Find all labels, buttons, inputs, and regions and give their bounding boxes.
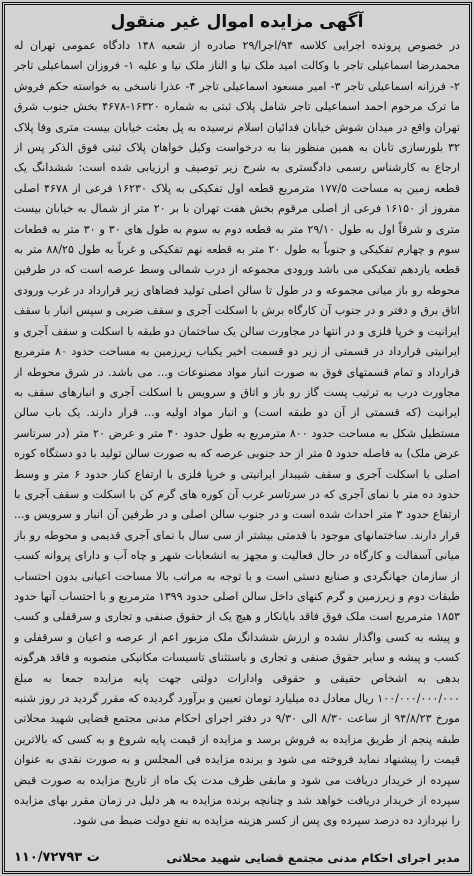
footer-code: ۱۱۰/۷۲۷۹۳ ت: [14, 850, 100, 865]
footer-signature: مدیر اجرای احکام مدنی مجتمع قضایی شهید محلاتی: [166, 850, 460, 865]
notice-body: در خصوص پرونده اجرایی کلاسه ۹۴/اجرا/۲۹ صادره از شعبه ۱۴۸ دادگاه عمومی تهران له محمدرضا اسماعیلی تاجر با وکالت امید ملک نیا و الناز ملک نیا و علیه ۱- فروزان اسماعیلی تاجر ۲- فرزانه اسماعیلی تاجر ۳- امیر مسعود اسماعیلی تاجر ۴- عذرا ناسخی به خواسته حکم فروش ما ترک مرحوم احمد اسماعیلی تاجر شامل پلاک ثبتی به شماره ۱۶۳۲۰-۴۶۷۸ بخش جنوب شرق تهران واقع در میدان شوش خیابان فدائیان اسلام نرسیده به پل بعثت خیابان بیست متری وفا پلاک ۳۲ بلورسازی تابان به همین منظور بنا به درخواست وکیل خواهان پلاک ثبتی فوق الذکر پس از ارجاع به کارشناس رسمی دادگستری به شرح زیر توصیف و ارزیابی شده است: ششدانگ یک قطعه زمین به مساحت ۱۷۷/۵ مترمربع قطعه اول تفکیکی به پلاک ۱۶۲۳۰ فرعی از ۴۶۷۸ اصلی مفروز از ۱۶۱۵۰ فرعی از اصلی مرقوم بخش هفت تهران با بر ۲۰ متر از شمال به خیابان بیست متری و شرقاً اول به طول ۲۹/۱۰ متر به قطعه دوم به سوم به طول های ۳۰ و ۳۰ متر به قطعات سوم و چهارم تفکیکی و جنوباً به طول ۲۰ متر به قطعه نهم تفکیکی و غرباً به طول ۸۸/۲۵ متر به قطعه یازدهم تفکیکی می باشد ورودی مجموعه از درب شمالی وسط عرصه است که در طرفین محوطه رو باز میانی مجموعه و در طول تا سالن اصلی تولید فضاهای زیر قرارداد در غرب ورودی اتاق برق و دفتر و در جنوب آن کارگاه برش با اسکلت آجری و سقف ضربی و سپس انبار با سقف ایرانیت و خرپا فلزی و در انتها در مجاورت سالن یک ساختمان دو طبقه با اسکلت و سقف آجری و ایرانیتی قرارداد در قسمتی از زیر دو قسمت اخیر یکباب زیرزمین به مساحت حدود ۸۰ مترمربع قرارداد و تمام قسمتهای فوق به صورت انبار مواد مصنوعات و... می باشد. در شرق محوطه از مجاورت درب به ترتیب پست گاز رو باز و اتاق و سرویس با اسکلت آجری و انبارهای سقف به ایرانیت (که قسمتی از آن دو طبقه است) و انبار مواد اولیه و... قرار دارند. یک باب سالن مستطیل شکل به مساحت حدود ۸۰۰ مترمربع به طول حدود ۴۰ متر و عرض ۲۰ متر (در سرتاسر عرض ملک) به فاصله حدود ۵ متر از حد جنوبی عرصه که به صورت سالن تولید با دو دستگاه کوره اصلی با اسکلت آجری و سقف شیبدار ایرانیتی و خرپا فلزی با ارتفاع کنار حدود ۶ متر و وسط حدود ده متر با نمای آجری که در سرتاسر غرب آن کوره های گرم کن با اسکلت و سقف آجری با ارتفاع حدود ۳ متر احداث شده است و در جنوب سالن اصلی و در طرفین آن انبار و سرویس و... قرار دارند. ساختمانهای موجود با قدمتی بیشتر از سی سال با نمای آجری قدیمی و محوطه رو باز میانی آسفالت و کارگاه در حال فعالیت و مجهز به انشعابات شهر و چاه آب و دارای پروانه کسب از سازمان جهانگردی و صنایع دستی است و با توجه به مراتب بالا مساحت اعیانی بدون احتساب طبقات دوم و زیرزمین و گرم کنهای داخل سالن اصلی حدود ۱۳۹۹ مترمربع و با احتساب آنها حدود ۱۸۵۳ مترمربع است ملک فوق فاقد بایانکار و هیچ یک از حقوق صنفی و تجاری و سرقفلی و کسب و پیشه به کسی واگذار نشده و ارزش ششدانگ ملک مزبور اعم از عرصه و اعیان و سرقفلی و کسب و پیشه و سایر حقوق صنفی و تجاری و باستثنای تاسیسات مکانیکی منصوبه و فاقد هرگونه بدهی به اشخاص حقیقی و حقوقی وادارات دولتی جهت پایه مزایده جمعا به مبلغ ۱۰۰/۰۰۰/۰۰۰/۰۰۰ ریال معادل ده میلیارد تومان تعیین و برآورد گردیده که مقرر گردید در روز شنبه مورخ ۹۴/۸/۲۳ از ساعت ۸/۳۰ الی ۹/۳۰ در دفتر اجرای احکام مدنی مجتمع قضایی شهید محلاتی طبقه پنجم از طریق مزایده به فروش برسد و مزایده از قیمت پایه شروع و به کسی که بالاترین قیمت را پیشنهاد نماید فروخته می شود و برنده مزایده فی المجلس و به صورت نقدی به عنوان سپرده از خریدار دریافت می شود و مابقی ظرف مدت یک ماه از تاریخ مزایده به صورت قبض سپرده از خریدار دریافت خواهد شد و چنانچه برنده مزایده به هر دلیل در زمان مقرر بهای مزایده را نپردازد ده درصد سپرده وی پس از کسر هزینه مزایده به نفع دولت ضبط می شود.: [14, 39, 460, 828]
auction-notice: [2, 2, 472, 874]
notice-title: آگهی مزایده اموال غیر منقول: [110, 12, 364, 32]
notice-footer: [14, 850, 460, 865]
